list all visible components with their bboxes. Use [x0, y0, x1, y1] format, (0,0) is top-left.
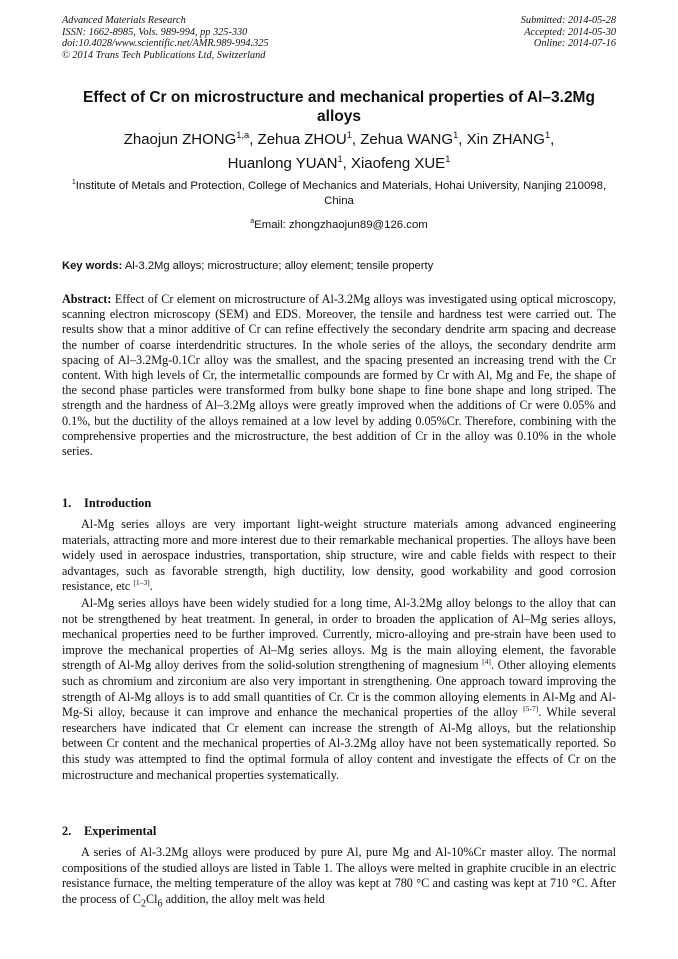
- submitted-date: Submitted: 2014-05-28: [520, 15, 616, 26]
- author-separator: ,: [351, 131, 361, 148]
- abstract-label: Abstract:: [62, 292, 112, 306]
- paper-title: Effect of Cr on microstructure and mechanical properties of Al–3.2Mg alloys: [83, 89, 595, 125]
- section-heading-experimental: [62, 824, 156, 839]
- subscript: 6: [157, 898, 163, 910]
- section-title: Introduction: [84, 496, 152, 510]
- keywords-label: Key words:: [62, 260, 123, 272]
- author-affiliation-mark: 1,a: [236, 130, 250, 140]
- journal-header-left: [62, 15, 269, 61]
- intro-p1-end: .: [149, 579, 153, 594]
- chem-symbol: Cl: [145, 891, 158, 906]
- section-number: 2.: [62, 824, 72, 838]
- author-affiliation-mark: 1: [453, 130, 459, 140]
- author-list: [62, 128, 616, 176]
- citation: [4]: [482, 657, 491, 667]
- subscript: 2: [140, 898, 146, 910]
- intro-p2-text-b: . Other alloying elements such as chromium and zirconium are also very important in strengthening. One approach toward improving the strength of Al-Mg alloys is to add small quantities of Cr. Cr is the common alloying elements in Al-Mg and Al-Mg-Si alloy, because it can improve and enhance the mechanical properties of the alloy: [62, 658, 616, 720]
- author-name: Zehua WANG: [360, 131, 454, 148]
- accepted-date: Accepted: 2014-05-30: [524, 26, 616, 38]
- exp-p1-text-a: A series of Al-3.2Mg alloys were produced by pure Al, pure Mg and Al-10%Cr master alloy. The normal compositions of the studied alloys are listed in Table 1. The alloys were melted in graphite crucible in an electric resistance furnace, the melting temperature of the alloy was kept at 780 °C and casting was kept at 710 °C. After the process of C: [62, 845, 616, 906]
- author-name: Zehua ZHOU: [257, 131, 347, 148]
- author-affiliation-mark: 1: [346, 130, 352, 140]
- intro-p1-text: Al-Mg series alloys are very important light-weight structure materials among advanced engineering materials, attracting more and more interest due to their remarkable mechanical properties. The alloys have been widely used in aerospace industries, transportation, ship structure, wire and cable fields with respect to their advantages, such as favorable strength, high ductility, low density, good workability and good corrosion resistance, etc: [62, 517, 616, 594]
- affiliation-mark: 1: [71, 179, 76, 187]
- author-separator: ,: [342, 155, 351, 172]
- section-heading-introduction: [62, 496, 151, 511]
- email-mark: a: [250, 218, 255, 226]
- intro-paragraph-2: [62, 596, 616, 783]
- author-separator: ,: [458, 131, 467, 148]
- copyright-line: © 2014 Trans Tech Publications Ltd, Switzerland: [62, 49, 266, 61]
- affiliation-text: Institute of Metals and Protection, College of Mechanics and Materials, Hohai University, Nanjing 210098, China: [75, 180, 607, 207]
- keywords-text: Al-3.2Mg alloys; microstructure; alloy element; tensile property: [124, 260, 434, 272]
- journal-doi: doi:10.4028/www.scientific.net/AMR.989-994.325: [62, 38, 269, 50]
- intro-p2-text-c: . While several researchers have indicated that Cr element can increase the strength of Al-Mg alloys, but the relationship between Cr content and the mechanical properties of Al-3.2Mg alloy have not been systematically reported. So this study was attempted to find the optimal formula of alloy content and investigate the effects of Cr on the microstructure and mechanical properties systematically.: [62, 705, 617, 782]
- citation: [1–3]: [133, 578, 150, 588]
- author-separator: ,: [550, 131, 555, 148]
- citation: [5-7]: [523, 704, 539, 714]
- journal-issn: ISSN: 1662-8985, Vols. 989-994, pp 325-330: [62, 26, 248, 38]
- intro-paragraph-1: [62, 517, 616, 595]
- abstract: [62, 292, 616, 459]
- author-affiliation-mark: 1: [337, 154, 343, 164]
- online-date: Online: 2014-07-16: [533, 38, 616, 50]
- affiliation: [62, 179, 616, 209]
- email-line: [62, 218, 616, 232]
- author-affiliation-mark: 1: [544, 130, 551, 140]
- author-name: Xiaofeng XUE: [350, 155, 446, 172]
- author-name: Huanlong YUAN: [227, 155, 338, 172]
- author-affiliation-mark: 1: [445, 154, 451, 164]
- author-name: Xin ZHANG: [466, 131, 545, 148]
- exp-p1-text-b: addition, the alloy melt was held: [162, 891, 325, 906]
- journal-name: Advanced Materials Research: [62, 15, 186, 26]
- email-text: Email: zhongzhaojun89@126.com: [254, 219, 428, 231]
- abstract-text: Effect of Cr element on microstructure of Al-3.2Mg alloys was investigated using optical microscopy, scanning electron microscopy (SEM) and EDS. Moreover, the tensile and hardness test were carried out. The results show that a minor additive of Cr can refine effectively the secondary dendrite arm spacing and decrease the number of coarse interdendritic structures. In the whole series of the alloys, the secondary dendrite arm spacing of Al–3.2Mg-0.1Cr alloy was the smallest, and the spacing presented an increasing trend with the Cr content. With high levels of Cr, the intermetallic compounds are formed by Cr with Al, Mg and Fe, the shape of the second phase particles were transformed from bulky bone shape to fine bone shape and long striped. The strength and the hardness of Al–3.2Mg alloys were greatly improved when the additions of Cr were 0.05% and 0.1%, but the ductility of the alloys remained at a low level by adding 0.05%Cr. Therefore, combining with the comprehensive properties and the microstructure, the best addition of Cr in the alloy was 0.10% in the whole series.: [62, 292, 617, 459]
- journal-header-right: [521, 15, 616, 50]
- author-name: Zhaojun ZHONG: [123, 131, 237, 148]
- author-separator: ,: [249, 131, 258, 148]
- section-title: Experimental: [84, 824, 157, 838]
- section-number: 1.: [62, 496, 72, 510]
- intro-p2-text-a: Al-Mg series alloys have been widely studied for a long time, Al-3.2Mg alloy belongs to the alloy that can not be strengthened by heat treatment. In general, in order to broaden the application of Al–Mg series alloys, mechanical properties need to be further improved. Currently, micro-alloying and pre-strain have been used to improve the mechanical properties of Al–Mg series alloys. Mg is the main alloying element, the favorable strength of Al-Mg alloy derives from the solid-solution strengthening of magnesium: [62, 596, 616, 673]
- keywords: [62, 259, 616, 273]
- experimental-paragraph-1: [62, 845, 616, 912]
